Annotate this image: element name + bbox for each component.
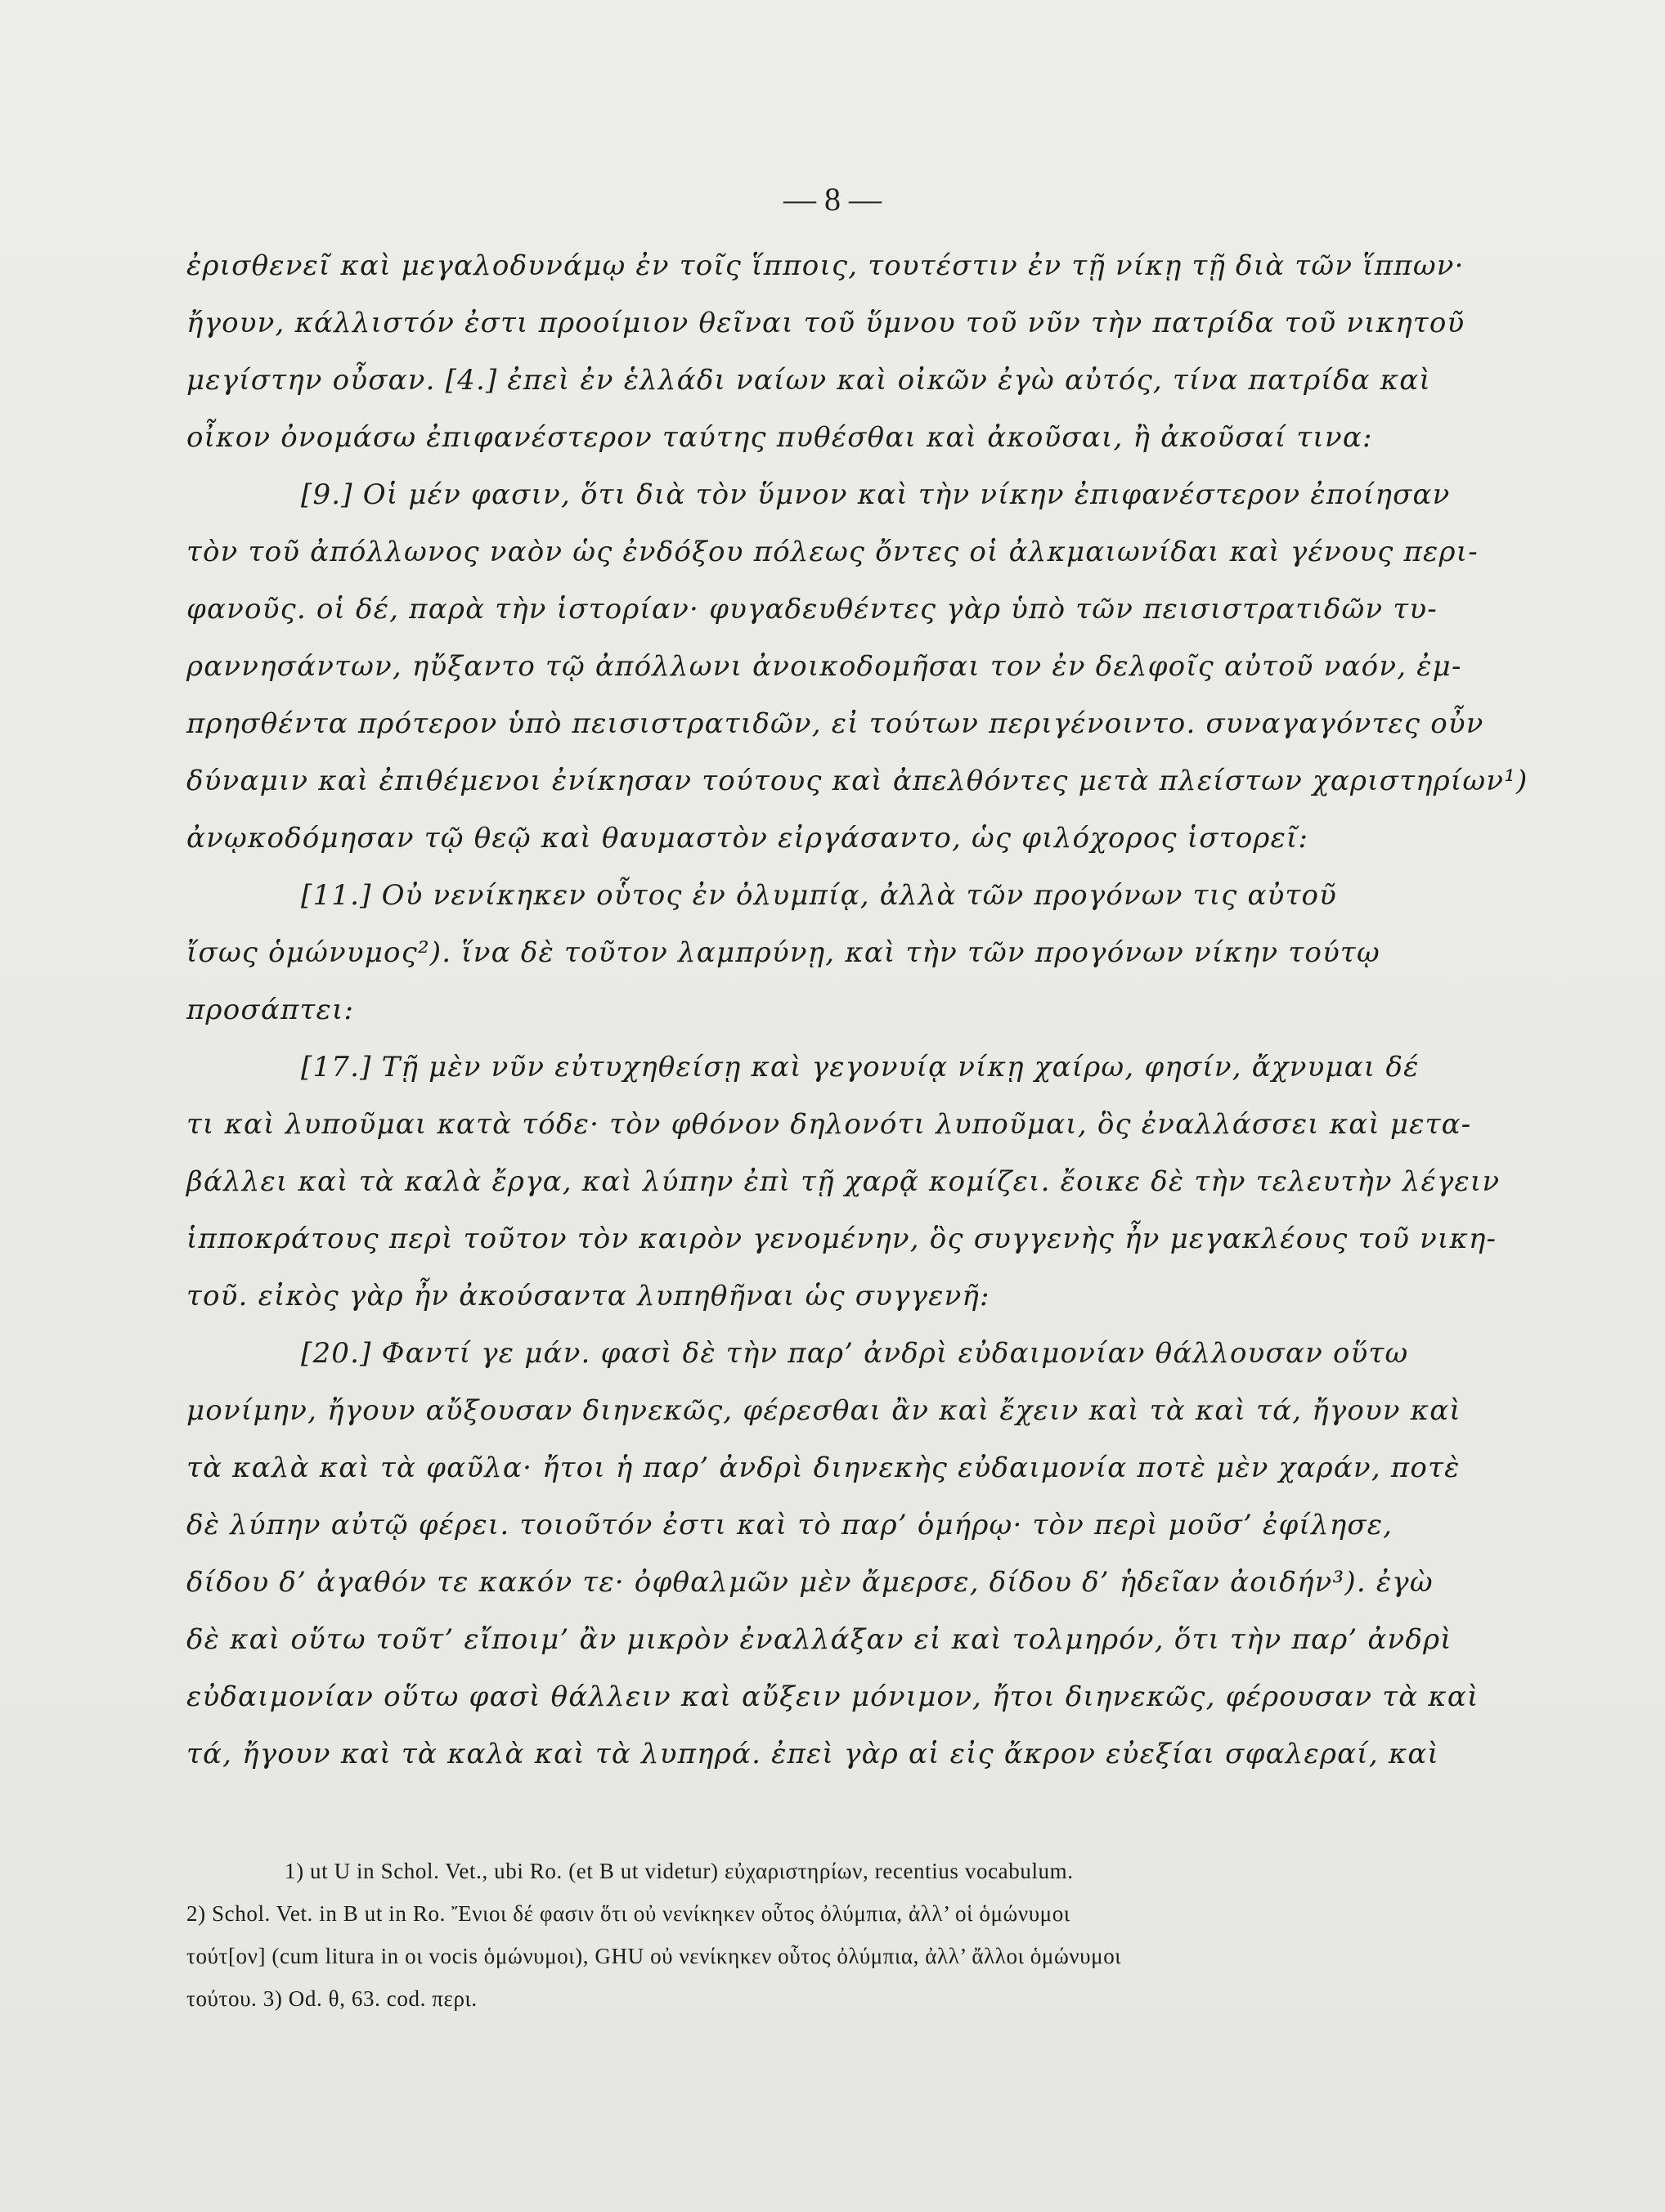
text-line: [17.] Τῇ μὲν νῦν εὐτυχηθείσῃ καὶ γεγονυίᾳ νίκῃ χαίρω, φησίν, ἄχνυμαι δέ [301, 1051, 1420, 1084]
text-line: εὐδαιμονίαν οὕτω φασὶ θάλλειν καὶ αὔξειν μόνιμον, ἤτοι διηνεκῶς, φέρουσαν τὰ καὶ [186, 1680, 1479, 1713]
text-line: δὲ λύπην αὐτῷ φέρει. τοιοῦτόν ἐστι καὶ τὸ παρ’ ὁμήρῳ· τὸν περὶ μοῦσ’ ἐφίλησε, [186, 1509, 1393, 1541]
main-text [186, 237, 1593, 1783]
text-line: ἐρισθενεῖ καὶ μεγαλοδυνάμῳ ἐν τοῖς ἵπποις, τουτέστιν ἐν τῇ νίκῃ τῇ διὰ τῶν ἵππων· [186, 249, 1465, 282]
text-line: τὸν τοῦ ἀπόλλωνος ναὸν ὡς ἐνδόξου πόλεως ὄντες οἱ ἀλκμαιωνίδαι καὶ γένους περι- [186, 536, 1479, 568]
footnote-line: 1) ut U in Schol. Vet., ubi Ro. (et B ut videtur) εὐχαριστηρίων, recentius vocabulum. [285, 1859, 1074, 1883]
footnote-line: τούτ[ον] (cum litura in οι vocis ὁμώνυμοι), GHU οὐ νενίκηκεν οὗτος ὀλύμπια, ἀλλ’ ἄλλοι ὁμώνυμοι [186, 1944, 1122, 1968]
text-line: τά, ἤγουν καὶ τὰ καλὰ καὶ τὰ λυπηρά. ἐπεὶ γὰρ αἱ εἰς ἄκρον εὐεξίαι σφαλεραί, καὶ [186, 1738, 1440, 1770]
text-line: [20.] Φαντί γε μάν. φασὶ δὲ τὴν παρ’ ἀνδρὶ εὐδαιμονίαν θάλλουσαν οὕτω [301, 1337, 1409, 1370]
text-line: δίδου δ’ ἀγαθόν τε κακόν τε· ὀφθαλμῶν μὲν ἄμερσε, δίδου δ’ ἡδεῖαν ἀοιδήν³). ἐγὼ [186, 1566, 1434, 1599]
footnotes [186, 1850, 1593, 2020]
text-line: δύναμιν καὶ ἐπιθέμενοι ἐνίκησαν τούτους καὶ ἀπελθόντες μετὰ πλείστων χαριστηρίων¹) [186, 765, 1528, 797]
text-line: δὲ καὶ οὕτω τοῦτ’ εἴποιμ’ ἂν μικρὸν ἐναλλάξαν εἰ καὶ τολμηρόν, ὅτι τὴν παρ’ ἀνδρὶ [186, 1623, 1452, 1656]
text-line: τι καὶ λυποῦμαι κατὰ τόδε· τὸν φθόνον δηλονότι λυποῦμαι, ὃς ἐναλλάσσει καὶ μετα- [186, 1108, 1472, 1141]
text-line: βάλλει καὶ τὰ καλὰ ἔργα, καὶ λύπην ἐπὶ τῇ χαρᾷ κομίζει. ἔοικε δὲ τὴν τελευτὴν λέγειν [186, 1165, 1501, 1198]
text-line: τοῦ. εἰκὸς γὰρ ἦν ἀκούσαντα λυπηθῆναι ὡς συγγενῆ: [186, 1280, 990, 1312]
text-line: φανοῦς. οἱ δέ, παρὰ τὴν ἱστορίαν· φυγαδευθέντες γὰρ ὑπὸ τῶν πεισιστρατιδῶν τυ- [186, 593, 1438, 626]
text-line: μεγίστην οὖσαν. [4.] ἐπεὶ ἐν ἑλλάδι ναίων καὶ οἰκῶν ἐγὼ αὐτός, τίνα πατρίδα καὶ [186, 364, 1431, 397]
page-number: — 8 — [783, 181, 882, 218]
text-line: τὰ καλὰ καὶ τὰ φαῦλα· ἤτοι ἡ παρ’ ἀνδρὶ διηνεκὴς εὐδαιμονία ποτὲ μὲν χαράν, ποτὲ [186, 1451, 1461, 1484]
text-line: προσάπτει: [186, 994, 355, 1026]
footnote-line: τούτου. 3) Od. θ, 63. cod. περι. [186, 1986, 478, 2011]
text-line: [9.] Οἱ μέν φασιν, ὅτι διὰ τὸν ὕμνον καὶ τὴν νίκην ἐπιφανέστερον ἐποίησαν [301, 478, 1451, 511]
text-line: ἤγουν, κάλλιστόν ἐστι προοίμιον θεῖναι τοῦ ὕμνου τοῦ νῦν τὴν πατρίδα τοῦ νικητοῦ [186, 307, 1465, 339]
text-line: ραννησάντων, ηὔξαντο τῷ ἀπόλλωνι ἀνοικοδομῆσαι τον ἐν δελφοῖς αὐτοῦ ναόν, ἐμ- [186, 650, 1462, 683]
text-line: μονίμην, ἤγουν αὔξουσαν διηνεκῶς, φέρεσθαι ἂν καὶ ἔχειν καὶ τὰ καὶ τά, ἤγουν καὶ [186, 1394, 1461, 1427]
footnote-line: 2) Schol. Vet. in B ut in Ro. Ἔνιοι δέ φασιν ὅτι οὐ νενίκηκεν οὗτος ὀλύμπια, ἀλλ’ οἱ ὁμώνυμοι [186, 1901, 1070, 1926]
text-line: πρησθέντα πρότερον ὑπὸ πεισιστρατιδῶν, εἰ τούτων περιγένοιντο. συναγαγόντες οὖν [186, 707, 1484, 740]
text-line: [11.] Οὐ νενίκηκεν οὗτος ἐν ὀλυμπίᾳ, ἀλλὰ τῶν προγόνων τις αὐτοῦ [301, 879, 1338, 912]
text-line: ἀνῳκοδόμησαν τῷ θεῷ καὶ θαυμαστὸν εἰργάσαντο, ὡς φιλόχορος ἱστορεῖ: [186, 822, 1309, 855]
text-line: οἶκον ὀνομάσω ἐπιφανέστερον ταύτης πυθέσθαι καὶ ἀκοῦσαι, ἢ ἀκοῦσαί τινα: [186, 421, 1373, 454]
text-line: ἱπποκράτους περὶ τοῦτον τὸν καιρὸν γενομένην, ὃς συγγενὴς ἦν μεγακλέους τοῦ νικη- [186, 1223, 1497, 1255]
text-line: ἴσως ὁμώνυμος²). ἵνα δὲ τοῦτον λαμπρύνῃ, καὶ τὴν τῶν προγόνων νίκην τούτῳ [186, 936, 1380, 969]
